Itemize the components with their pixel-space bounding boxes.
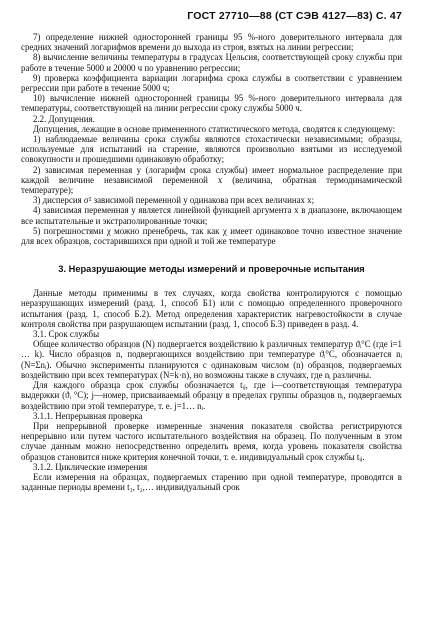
assumption-4: 4) зависимая переменная y является линейной функцией аргумента x в диапазоне, включающем все испытательные и экстраполированные точки; bbox=[21, 205, 402, 226]
continuous-check-paragraph: При непрерывной проверке измеренные значения показателя свойства регистрируются непрерывно или путем частого испытательного воздействия на образец. По полученным в этом случае данным можно непосредственно определить время, когда уровень показателя свойства образцов становится ниже критерия конечной точки, т. е. индивидуальный срок службы tᵢⱼ. bbox=[21, 420, 402, 462]
paragraph-item-8: 8) вычисление величины температуры в градусах Цельсия, соответствующей сроку службы при работе в течение 5000 и 20000 ч по уравнению регрессии; bbox=[21, 52, 402, 73]
paragraph-item-9: 9) проверка коэффициента вариации логарифма срока службы в соответствии с уравнением регрессии при работе в течение 5000 ч; bbox=[21, 72, 402, 94]
assumptions-intro: Допущения, лежащие в основе примененного статистического метода, сводятся к следующему: bbox=[33, 123, 396, 134]
samples-paragraph: Общее количество образцов (N) подвергается воздействию k различных температур ϑᵢ°С (где i=1 … k). Число образцов n, подвергающихся воздействию при температуре ϑᵢ°С, обозначается nᵢ (N=Σnᵢ). Обычно эксперименты планируются с одинаковым числом (n) образцов, подвергаемых воздействию при всех температурах (N=k·n), но возможны также в случаях, где nᵢ различны. bbox=[21, 339, 402, 380]
page-header: ГОСТ 27710—88 (СТ СЭВ 4127—83) С. 47 bbox=[187, 10, 402, 22]
cyclic-measurements-paragraph: Если измерения на образцах, подвергаемых старению при одной температуре, проводятся в заданные периоды времени t₁, t₂,… индивидуальный срок bbox=[21, 471, 402, 493]
paragraph-item-10: 10) вычисление нижней односторонней границы 95 %-ного доверительного интервала для температуры, соответствующей на линии регрессии сроку службы 5000 ч. bbox=[21, 93, 402, 114]
service-life-paragraph: Для каждого образца срок службы обозначается tᵢⱼ, где i—соответствующая температура выдержки (ϑᵢ °С); j—номер, присваиваемый образцу в пределах группы образцов nᵢ, подвергаемых воздействию при этой температуре, т. е. j=1… nᵢ. bbox=[21, 380, 402, 411]
subsection-heading-3-1-1: 3.1.1. Непрерывная проверка bbox=[33, 410, 143, 421]
assumption-2: 2) зависимая переменная y (логарифм срока службы) имеет нормальное распределение при каждой величине независимой переменной x (величина, обратная термодинамической температуре); bbox=[21, 164, 402, 196]
assumption-3: 3) дисперсия σ² зависимой переменной y одинакова при всех величинах x; bbox=[33, 195, 315, 206]
subsection-heading-3-1-2: 3.1.2. Циклические измерения bbox=[33, 461, 148, 472]
assumption-5: 5) погрешностями χ можно пренебречь, так как χ имеет одинаковое точно известное значение для всех образцов, состарившихся при одной и той же температуре bbox=[21, 225, 402, 247]
subsection-heading-3-1: 3.1. Срок службы bbox=[33, 329, 100, 340]
methods-intro: Данные методы применимы в тех случаях, когда свойства контролируются с помощью неразрушающих измерений (разд. 1, способ Б1) или с помощью определенного проверочного испытания (разд. 1, способ Б.2). Метод определения характеристик нагревостойкости в случае контроля свойства при разрушающем испытании (разд. 1, способ Б.3) приведен в разд. 4. bbox=[21, 288, 402, 329]
assumption-1: 1) наблюдаемые величины срока службы являются стохастически независимыми; образцы, используемые для испытаний на старение, являются произвольно взятыми из исследуемой совокупности и прошедшими одинаковую обработку; bbox=[21, 134, 402, 165]
paragraph-item-7: 7) определение нижней односторонней границы 95 %-ного доверительного интервала для средних значений логарифмов времени до выхода из строя, взятых на линии регрессии; bbox=[21, 32, 402, 53]
subsection-heading-2-2: 2.2. Допущения. bbox=[33, 113, 95, 124]
section-title: 3. Неразрушающие методы измерений и проверочные испытания bbox=[58, 264, 365, 275]
